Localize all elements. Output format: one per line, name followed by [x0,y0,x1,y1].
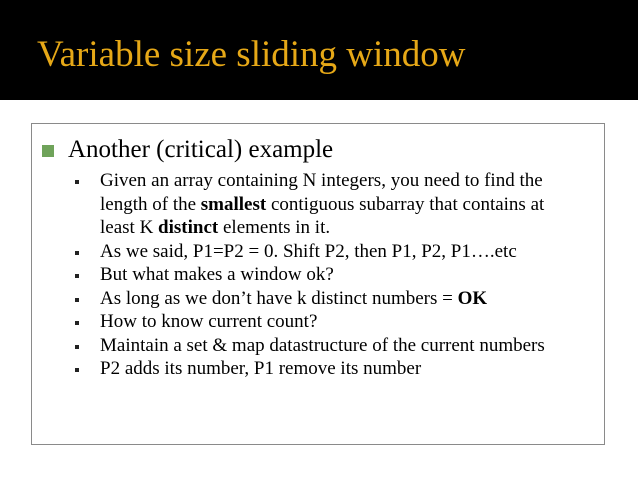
text-run: contiguous subarray that contains at [266,193,545,215]
sub-point-text [100,288,487,310]
text-run: least K [100,217,159,238]
sub-point-text [100,264,334,286]
square-bullet-icon [75,321,79,325]
sub-point-text [100,194,544,216]
emphasis-text: distinct [158,217,219,238]
sub-point-text [100,217,330,239]
text-run: P2 adds its number, P1 remove its number [100,358,422,379]
square-bullet-icon [75,274,79,278]
square-bullet-icon [75,251,79,255]
text-run: elements in it. [218,217,331,238]
square-bullet-icon [75,298,79,302]
sub-point-text [100,358,421,380]
text-run: Given an array containing N integers, you need to find the [100,170,543,191]
text-run: Maintain a set & map datastructure of the current numbers [100,334,545,356]
sub-point-text [100,311,317,333]
text-run: length of the [100,193,201,215]
slide-title: Variable size sliding window [37,34,466,75]
text-run: But what makes a window ok? [100,264,334,285]
main-bullet-icon [42,145,54,157]
sub-point-text [100,335,545,357]
sub-point-text [100,241,517,263]
text-run: As we said, P1=P2 = 0. Shift P2, then P1, P2, P1….etc [100,240,517,262]
text-run: As long as we don’t have k distinct numbers = [100,287,458,309]
main-point: Another (critical) example [68,136,334,163]
square-bullet-icon [75,345,79,349]
square-bullet-icon [75,368,79,372]
text-run: How to know current count? [100,311,318,332]
emphasis-text: smallest [200,193,267,215]
title-bar [0,0,638,100]
emphasis-text: OK [457,287,488,309]
square-bullet-icon [75,180,79,184]
sub-point-text [100,170,543,192]
